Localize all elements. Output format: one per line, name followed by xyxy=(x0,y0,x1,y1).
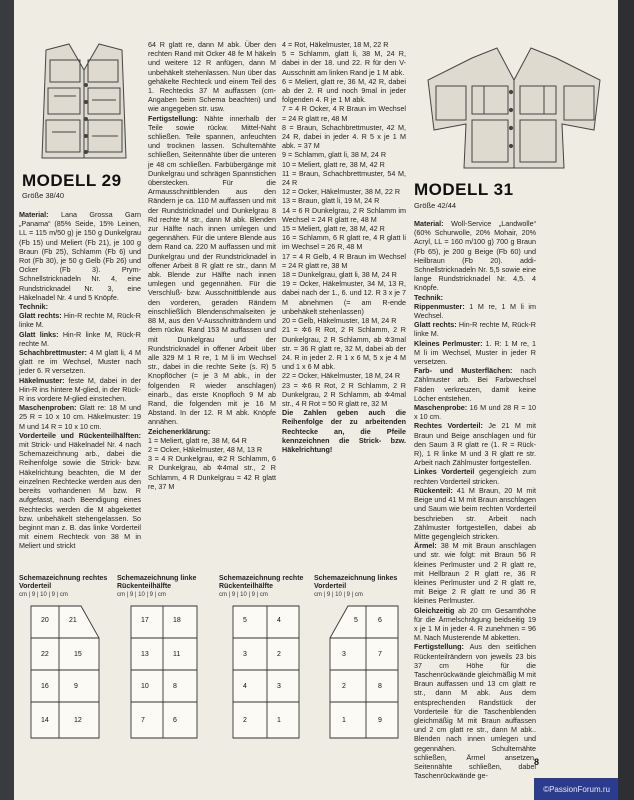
svg-text:9: 9 xyxy=(378,717,382,724)
instruction-paragraph xyxy=(19,403,141,431)
svg-text:13: 13 xyxy=(141,651,149,658)
paragraph-text: 2 = Ocker, Häkelmuster, 48 M, 13 R xyxy=(148,444,263,454)
section-heading: Häkelmuster: xyxy=(19,375,65,385)
paragraph-text: 21 = ✲6 R Rot, 2 R Schlamm, 2 R Dunkelgrau, 2 R Schlamm, ab ✲3mal str. = 36 R glatt re, 32 M, dabei ab der 24. R in jeder 2. R 1 x 6 M, 5 x je 4 M und 1 x 6 M abk. xyxy=(282,325,406,372)
paragraph-text: 16 M und 28 R = 10 x 10 cm. xyxy=(414,403,536,422)
paragraph-text: 4 M glatt li, 4 M glatt re im Wechsel, Muster nach jeder 6. R versetzen. xyxy=(19,348,141,376)
instruction-paragraph xyxy=(282,279,406,316)
instruction-paragraph xyxy=(282,196,406,205)
svg-text:4: 4 xyxy=(243,683,247,690)
svg-text:17: 17 xyxy=(141,617,149,624)
paragraph-text: 23 = ✲6 R Rot, 2 R Schlamm, 2 R Dunkelgrau, 2 R Schlamm, ab ✲4mal str., 4 R Rot = 50 R glatt re, 32 M xyxy=(282,380,406,408)
svg-text:3: 3 xyxy=(342,651,346,658)
section-heading: Rückenteil: xyxy=(414,485,453,495)
diagram-scale: cm | 9 | 10 | 9 | cm xyxy=(19,592,68,598)
instruction-paragraph xyxy=(414,302,536,320)
instruction-paragraph xyxy=(148,445,276,454)
paragraph-text: 9 = Schlamm, glatt li, 38 M, 24 R xyxy=(282,150,387,160)
svg-text:7: 7 xyxy=(141,717,145,724)
paragraph-text: 1 M re, 1 M li im Wechsel. xyxy=(414,301,536,321)
paragraph-text: 6 = Meliert, glatt re, 36 M, 42 R, dabei ab der 2. R und noch 9mal in jeder folgenden 4. R je 1 M abk. xyxy=(282,76,406,105)
instruction-paragraph xyxy=(282,408,406,454)
paragraph-text: 11 = Braun, Schachbrettmuster, 54 M, 24 R xyxy=(282,168,406,188)
section-heading: Linkes Vorderteil xyxy=(414,467,475,477)
instruction-paragraph xyxy=(282,123,406,151)
paragraph-text: 19 = Ocker, Häkelmuster, 34 M, 13 R, dabei nach der 1., 6. und 12. R 3 x je 7 M abnehmen (= am R-ende unbehäkelt stehenlassen) xyxy=(282,279,406,316)
paragraph-text: feste M, dabei in der Hin-R ins hintere M-glied, in der Rück-R ins vordere M-glied einstechen. xyxy=(19,375,141,404)
instruction-paragraph xyxy=(282,169,406,187)
diagram-label: Schemazeichnung rechte Rückenteilhälfte xyxy=(219,575,304,590)
instruction-paragraph xyxy=(414,219,536,293)
svg-text:4: 4 xyxy=(277,617,281,624)
paragraph-text: 16 = Schlamm, 6 R glatt re, 4 R glatt li im Wechsel = 26 R, 48 M xyxy=(282,233,406,252)
section-heading: Technik: xyxy=(19,302,49,312)
paragraph-text: 12 = Ocker, Häkelmuster, 38 M, 22 R xyxy=(282,187,401,197)
paragraph-text: 14 = 6 R Dunkelgrau, 2 R Schlamm im Wechsel = 24 R glatt re, 48 M xyxy=(282,205,406,224)
instruction-paragraph xyxy=(282,104,406,122)
model-31-size: Größe 42/44 xyxy=(414,201,457,210)
instruction-paragraph xyxy=(282,160,406,169)
paragraph-text: 4 = Rot, Häkelmuster, 18 M, 22 R xyxy=(282,40,389,49)
paragraph-text: 17 = 4 R Gelb, 4 R Braun im Wechsel = 24 R glatt re, 38 M xyxy=(282,251,406,270)
diagram-right-front xyxy=(19,575,115,748)
section-heading: Glatt rechts: xyxy=(414,320,457,330)
instruction-paragraph xyxy=(282,233,406,251)
svg-text:8: 8 xyxy=(378,683,382,690)
model-29-column-3 xyxy=(282,40,406,454)
instruction-paragraph xyxy=(282,316,406,325)
paragraph-text: 7 = 4 R Ocker, 4 R Braun im Wechsel = 24 R glatt re, 48 M xyxy=(282,104,406,123)
instruction-paragraph xyxy=(282,206,406,224)
diagram-scale: cm | 9 | 10 | 9 | cm xyxy=(117,592,166,598)
section-heading: Rippenmuster: xyxy=(414,301,465,311)
diagram-left-back-half xyxy=(117,575,213,748)
diagram-drawing xyxy=(19,598,115,748)
model-29-column-1 xyxy=(19,210,141,551)
instruction-paragraph xyxy=(282,371,406,380)
page-number: 8 xyxy=(534,757,540,767)
paragraph-text: gegengleich zum rechten Vorderteil stricken. xyxy=(414,467,536,486)
svg-text:5: 5 xyxy=(243,617,247,624)
diagram-drawing xyxy=(314,598,410,748)
svg-text:1: 1 xyxy=(342,717,346,724)
model-31-title: MODELL 31 xyxy=(414,180,514,199)
section-heading: Kleines Perlmuster: xyxy=(414,338,483,348)
section-heading: Zeichenerklärung: xyxy=(148,426,211,436)
section-heading: Technik: xyxy=(414,292,444,302)
instruction-paragraph xyxy=(414,339,536,367)
svg-text:12: 12 xyxy=(74,717,82,724)
paragraph-text: 15 = Meliert, glatt re, 38 M, 42 R xyxy=(282,224,385,234)
paragraph-text: Hin-R rechte M, Rück-R linke M. xyxy=(19,311,142,330)
instruction-paragraph xyxy=(414,366,536,403)
paragraph-text: Aus den seitlichen Rückenteilrändern von jeweils 23 bis 37 cm Höhe für die Taschenrückwände gleichmäßig M mit Braun auffassen und 13 cm glatt re str., dann M abk. Aus dem entsprechenden Randstück der Vorderteile für die Taschenblenden gleichmäßig M mit Braun auffassen und 2 cm glatt re str., dann M abk.. Blenden nach innen umlegen und gegennähen. Schulternähte schließen, Ärmel ansetzen. Seitennähte schließen, dabei Taschenrückwände ge- xyxy=(414,642,536,781)
section-heading: Material: xyxy=(19,210,49,219)
section-heading: Rechtes Vorderteil: xyxy=(414,421,483,431)
diagram-drawing xyxy=(117,598,213,748)
svg-text:2: 2 xyxy=(243,717,247,724)
svg-text:18: 18 xyxy=(173,617,181,624)
svg-text:6: 6 xyxy=(378,617,382,624)
section-heading: Glatt links: xyxy=(19,329,59,339)
instruction-paragraph xyxy=(19,330,141,348)
instruction-paragraph xyxy=(19,302,141,311)
instruction-paragraph xyxy=(414,293,536,302)
svg-text:22: 22 xyxy=(41,651,49,658)
paragraph-text: 18 = Dunkelgrau, glatt li, 38 M, 24 R xyxy=(282,270,397,280)
svg-text:9: 9 xyxy=(74,683,78,690)
jacket-sketch-31 xyxy=(422,40,607,175)
instruction-paragraph xyxy=(19,311,141,329)
instruction-paragraph xyxy=(148,436,276,445)
paragraph-text: mit Strick- und Häkelnadel Nr. 4 nach Schemazeichnung arb., dabei die Reihenfolge sowie die Strick- bzw. Häkelrichtung beachten, die M der einzelnen Rechtecke werden aus den bereits vorhandenen M bzw. R aufgefasst, nach Beendigung eines Rechtecks werden die M abgekettet bzw. unbehäkelt stehengelassen. So beginnt man z. B. das linke Vorderteil mit einem Rechteck von 38 M in Meliert und strickt xyxy=(19,440,141,551)
section-heading: Farb- und Musterflächen: xyxy=(414,366,513,376)
paragraph-text: Lana Grossa Garn „Panama“ (85% Seide, 15% Leinen, LL = 115 m/50 g) je 150 g Dunkelgrau (Fb 15) und Meliert (Fb 21), je 100 g Braun (Fb 25), Schlamm (Fb 6) und Rot (Fb 30), je 50 g Gelb (Fb 26) und Ocker (Fb 3). Prym-Schnellstricknadeln Nr. 4, eine Rundstricknadel Nr. 3, eine Häkelnadel Nr. 4 und 5 Knöpfe. xyxy=(19,210,141,302)
diagram-label: Schemazeichnung linke Rückenteilhälfte xyxy=(117,575,197,590)
instruction-paragraph xyxy=(19,431,141,551)
paragraph-text: Glatt re: 18 M und 25 R = 10 x 10 cm. Häkelmuster: 19 M und 14 R = 10 x 10 cm. xyxy=(19,403,141,431)
instruction-paragraph xyxy=(148,454,276,491)
paragraph-text: Die Zahlen geben auch die Reihenfolge der zu arbeitenden Rechtecke an, die Pfeile kennzeichnen die Strick- bzw. Häkelrichtung! xyxy=(282,408,406,454)
paragraph-text: 3 = 4 R Dunkelgrau, ✲2 R Schlamm, 6 R Dunkelgrau, ab ✲4mal str., 2 R Schlamm, 4 R Dunkelgrau = 42 R glatt re, 37 M xyxy=(148,454,276,491)
paragraph-text: 22 = Ocker, Häkelmuster, 18 M, 24 R xyxy=(282,371,401,381)
paragraph-text: 10 = Meliert, glatt re, 38 M, 42 R xyxy=(282,159,385,169)
svg-text:7: 7 xyxy=(378,651,382,658)
instruction-paragraph xyxy=(19,348,141,376)
paragraph-text: 64 R glatt re, dann M abk. Über den rechten Rand mit Ocker 48 fe M häkeln und weitere 12 R anfügen, dann M unbehäkelt stehenlassen. Nun über das gehäkelte Rechteck und einem Teil des 1. Rechtecks 37 M auffassen (cm-Angaben beim Schema beachten) und wie angegeben str. usw. xyxy=(148,40,276,114)
section-heading: Vorderteile und Rückenteilhälften: xyxy=(19,430,141,440)
paragraph-text: Woll-Service „Landwolle“ (60% Schurwolle, 20% Mohair, 20% Acryl, LL = 160 m/100 g) 700 g Braun (Fb 65), je 200 g Beige (Fb 60) und Heilbraun (Fb 20). addi-Schnellstricknadeln Nr. 5,5 sowie eine lange Rundstricknadel Nr. 4,5. 4 Knöpfe. xyxy=(414,219,536,293)
instruction-paragraph xyxy=(148,40,276,114)
svg-text:15: 15 xyxy=(74,651,82,658)
model-29-column-2 xyxy=(148,40,276,491)
section-heading: Maschenproben: xyxy=(19,403,77,413)
svg-text:10: 10 xyxy=(141,683,149,690)
diagram-label: Schemazeichnung linkes Vorderteil xyxy=(314,575,398,590)
instruction-paragraph xyxy=(282,187,406,196)
svg-text:21: 21 xyxy=(69,617,77,624)
model-31-column xyxy=(414,219,536,780)
instruction-paragraph xyxy=(19,210,141,302)
paragraph-text: 8 = Braun, Schachbrettmuster, 42 M, 24 R, dabei in jeder 4. R 5 x je 1 M abk. = 37 M xyxy=(282,122,406,151)
svg-text:16: 16 xyxy=(41,683,49,690)
model-29-title: MODELL 29 xyxy=(22,171,122,190)
paragraph-text: 38 M mit Braun anschlagen und str. wie folgt: mit Braun 56 R kleines Perlmuster und 2 R glatt re, mit Hellbraun 2 R glatt re, 36 R kleines Perlmuster und 2 R glatt re, mit Beige 2 R glatt re und 36 R kleines Perlmuster. xyxy=(414,541,536,606)
instruction-paragraph xyxy=(414,320,536,338)
svg-text:3: 3 xyxy=(277,683,281,690)
instruction-paragraph xyxy=(282,381,406,409)
section-heading: Gleichzeitig xyxy=(414,605,455,615)
paragraph-text: 20 = Gelb, Häkelmuster, 18 M, 24 R xyxy=(282,316,397,326)
svg-text:14: 14 xyxy=(41,717,49,724)
model-29-size: Größe 38/40 xyxy=(22,191,65,200)
svg-text:8: 8 xyxy=(173,683,177,690)
diagram-right-back-half xyxy=(219,575,315,748)
paragraph-text: Hin-R linke M, Rück-R rechte M. xyxy=(19,329,141,348)
svg-text:6: 6 xyxy=(173,717,177,724)
instruction-paragraph xyxy=(414,403,536,421)
instruction-paragraph xyxy=(414,421,536,467)
diagram-scale: cm | 9 | 10 | 9 | cm xyxy=(314,592,363,598)
svg-text:20: 20 xyxy=(41,617,49,624)
paragraph-text: 13 = Braun, glatt li, 19 M, 24 R xyxy=(282,196,380,206)
paragraph-text: Hin-R rechte M, Rück-R linke M. xyxy=(414,320,537,339)
instruction-paragraph xyxy=(282,325,406,371)
instruction-paragraph xyxy=(282,40,406,49)
instruction-paragraph xyxy=(414,642,536,780)
diagram-scale: cm | 9 | 10 | 9 | cm xyxy=(219,592,268,598)
instruction-paragraph xyxy=(282,270,406,279)
paragraph-text: 41 M Braun, 20 M mit Beige und 41 M mit Braun anschlagen und Saum wie beim rechten Vorderteil beschrieben str. Arbeit nach Zählmuster fortgestellen, dabei ab Mitte gegengleich stricken. xyxy=(414,485,536,541)
magazine-page xyxy=(14,0,618,800)
instruction-paragraph xyxy=(282,77,406,105)
instruction-paragraph xyxy=(19,376,141,404)
instruction-paragraph xyxy=(282,224,406,233)
watermark-text: ©PassionForum.ru xyxy=(543,785,610,794)
instruction-paragraph xyxy=(148,427,276,436)
paragraph-text: Je 21 M mit Braun und Beige anschlagen und für den Saum 3 R glatt re (1. R = Rück-R), 1 R linke M und 3 R glatt re str. Arbeit nach Zählmuster fortgestellen. xyxy=(414,421,536,468)
svg-text:1: 1 xyxy=(277,717,281,724)
section-heading: Maschenprobe: xyxy=(414,403,468,413)
instruction-paragraph xyxy=(282,49,406,77)
instruction-paragraph xyxy=(282,252,406,270)
section-heading: Fertigstellung: xyxy=(414,642,464,652)
svg-text:2: 2 xyxy=(342,683,346,690)
paragraph-text: ab 20 cm Gesamthöhe für die Ärmelschrägung beidseitig 19 x je 1 M in jeder 4. R zunehmen = 96 M. Nach Musterende M abketten. xyxy=(414,605,536,643)
section-heading: Material: xyxy=(414,219,444,228)
section-heading: Fertigstellung: xyxy=(148,113,198,123)
cardigan-sketch-29 xyxy=(24,40,144,165)
paragraph-text: 1 = Meliert, glatt re, 38 M, 64 R xyxy=(148,435,247,445)
svg-text:2: 2 xyxy=(277,651,281,658)
svg-text:11: 11 xyxy=(173,651,181,658)
paragraph-text: 1. R: 1 M re, 1 M li im Wechsel, Muster in jeder R versetzen. xyxy=(414,338,536,367)
diagram-label: Schemazeichnung rechtes Vorderteil xyxy=(19,575,108,590)
instruction-paragraph xyxy=(414,467,536,485)
section-heading: Glatt rechts: xyxy=(19,311,62,321)
instruction-paragraph xyxy=(282,150,406,159)
paragraph-text: 5 = Schlamm, glatt li, 38 M, 24 R, dabei in der 18. und 22. R für den V-Ausschnitt am linken Rand je 1 M abk. xyxy=(282,49,406,77)
instruction-paragraph xyxy=(148,114,276,427)
paragraph-text: nach Zählmuster arb. Bei Farbwechsel Fäden verkreuzen, damit keine Löcher entstehen. xyxy=(414,366,536,403)
paragraph-text: Nähte innerhalb der Teile sowie rückw. Mittel-Naht schließen. Teile spannen, anfeuchten und trocknen lassen. Schulternähte schließen, Seitennähte über die unteren je 48 cm schließen. Farbübergänge mit Dunkelgrau und schrägen Spannstichen überstecken. Für die Armausschnittblenden aus den Rändern je ca. 110 M auffassen und mit der Rundstricknadel und Dunkelgrau 8 Rd rechte M str., dann M abk. Blenden zur Hälfte nach innen umlegen und gegennähen. Für die untere Blende aus dem Rand ca. 220 M auffassen und mit Dunkelgrau und der Rundstricknadel in offener Arbeit 8 R glatt re str., dann M abk. Blende zur Hälfte nach innen umlegen und gegennähen. Für die Verschluß- bzw. Ausschnittblende aus den vorderen, geraden Rändern einschließlich Blendenschmalseiten je 88 M, aus den V-Ausschnitträndern und dem rückw. Rand 153 M auffassen und mit Dunkelgrau und der Rundstricknadel in offener Arbeit über alle 329 M 1 R re, 1 M li im Wechsel str., dabei in die rechte Seite (s. R) 5 Knopflöcher (= je 3 M abk., in der folgenden R wieder anschlagen) einarb., das erste Knopfloch 9 M ab Rand, die folgenden mit je 16 M Abstand. In der 12. R M abk. Knöpfe annähen. xyxy=(148,113,276,427)
diagram-drawing xyxy=(219,598,315,748)
instruction-paragraph xyxy=(414,541,536,605)
instruction-paragraph xyxy=(414,606,536,643)
section-heading: Schachbrettmuster: xyxy=(19,348,87,358)
page-spine xyxy=(0,0,14,800)
diagram-left-front xyxy=(314,575,410,748)
instruction-paragraph xyxy=(414,486,536,541)
svg-text:3: 3 xyxy=(243,651,247,658)
svg-text:5: 5 xyxy=(354,617,358,624)
section-heading: Ärmel: xyxy=(414,541,437,551)
